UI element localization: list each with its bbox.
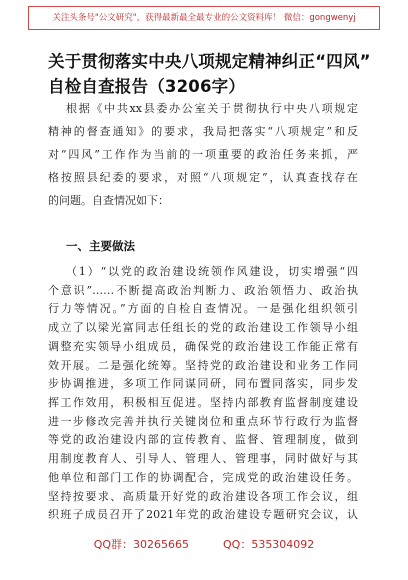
body-line: 挥工作效用，积极相互促进。坚持内部教育监督制度建设 — [48, 396, 358, 409]
body-line: 行力等情况。”方面的自检自查情况。一是强化组织领引 — [48, 302, 358, 315]
body-line: 个意识”……不断提高政治判断力、政治领悟力、政治执 — [48, 284, 358, 297]
footer-qq-group: QQ群：30265665 — [93, 538, 189, 551]
footer-contact — [0, 536, 408, 552]
body-line: 步协调推进，多项工作同谋同研，同布置同落实，同步发 — [48, 377, 358, 390]
body-line: 调整充实领导小组成员，确保党的政治建设工作能正常有 — [48, 340, 358, 353]
intro-line: 根据《中共xx县委办公室关于贯彻执行中央八项规定 — [66, 102, 358, 115]
intro-line: 精神的督查通知》的要求，我局把落实“八项规定”和反 — [48, 125, 358, 138]
footer-qq-number: QQ：535304092 — [223, 538, 315, 551]
document-title-line-1: 关于贯彻落实中央八项规定精神纠正“四风” — [48, 52, 371, 71]
body-line: 成立了以梁光富同志任组长的党的政治建设工作领导小组 — [48, 321, 358, 334]
body-line: 用制度教育人、引导人、管理人、管理事，同时做好与其 — [48, 452, 358, 465]
document-title-line-2: 自检自查报告（3206字） — [48, 77, 246, 96]
body-line: 他单位和部门工作的协调配合，完成党的政治建设任务。 — [48, 471, 358, 484]
section-heading: 一、主要做法 — [66, 239, 135, 253]
intro-line: 的问题。自查情况如下： — [48, 194, 169, 207]
body-line: 织班子成员召开了2021年党的政治建设专题研究会议，认 — [48, 508, 358, 521]
intro-line: 格按照县纪委的要求，对照“八项规定”，认真查找存在 — [48, 171, 358, 184]
body-line: 坚持按要求、高质量开好党的政治建设各项工作会议，组 — [48, 490, 358, 503]
body-line: 进一步修改完善并执行关键岗位和重点环节行政行为监督 — [48, 415, 358, 428]
body-line: 等党的政治建设内部的宣传教育、监督、管理制度，做到 — [48, 433, 358, 446]
intro-line: 对“四风”工作作为当前的一项重要的政治任务来抓，严 — [48, 148, 358, 161]
header-banner-text: 关注头条号"公文研究"，获得最新最全最专业的公文资料库！ 微信：gongwenyj — [52, 13, 356, 23]
body-line: 效开展。二是强化统筹。坚持党的政治建设和业务工作同 — [48, 359, 358, 372]
header-banner — [28, 6, 380, 30]
body-line: （1）“以党的政治建设统领作风建设，切实增强“四 — [66, 265, 358, 278]
